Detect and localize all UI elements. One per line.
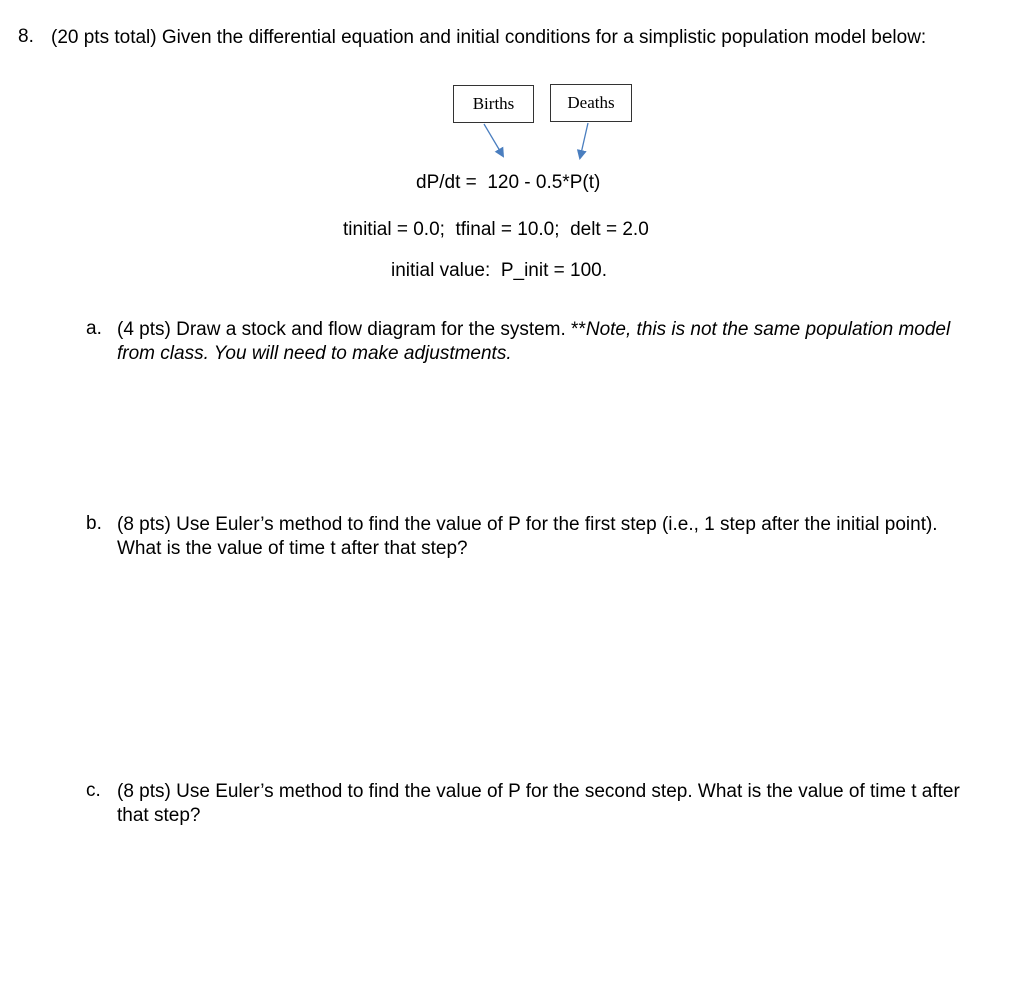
initial-value: initial value: P_init = 100. xyxy=(391,260,607,281)
part-a-label: a. xyxy=(86,318,102,339)
equation-rhs: 120 - 0.5*P(t) xyxy=(487,172,601,193)
question-number: 8. xyxy=(18,26,34,47)
births-label: Births xyxy=(472,94,515,113)
part-b-text: (8 pts) Use Euler’s method to find the value of P for the first step (i.e., 1 step after the initial point). What is the value of time t after that step? xyxy=(117,514,938,559)
part-c-label: c. xyxy=(86,780,101,801)
part-a-note: Note, this is not the same population model from class. You will need to make adjustments. xyxy=(117,319,951,364)
part-a-prompt: (4 pts) Draw a stock and flow diagram for the system. ** xyxy=(117,319,586,340)
births-arrow xyxy=(484,124,503,156)
deaths-label: Deaths xyxy=(567,93,615,112)
time-parameters: tinitial = 0.0; tfinal = 10.0; delt = 2.0 xyxy=(343,219,649,240)
deaths-arrow xyxy=(580,123,588,158)
differential-equation xyxy=(416,172,600,194)
question-text: (20 pts total) Given the differential equation and initial conditions for a simplistic population model below: xyxy=(51,27,927,48)
part-c-text: (8 pts) Use Euler’s method to find the value of P for the second step. What is the value of time t after that step? xyxy=(117,781,960,826)
part-a-text xyxy=(117,318,977,366)
equation-lhs: dP/dt = xyxy=(416,172,477,193)
part-b-label: b. xyxy=(86,513,102,534)
